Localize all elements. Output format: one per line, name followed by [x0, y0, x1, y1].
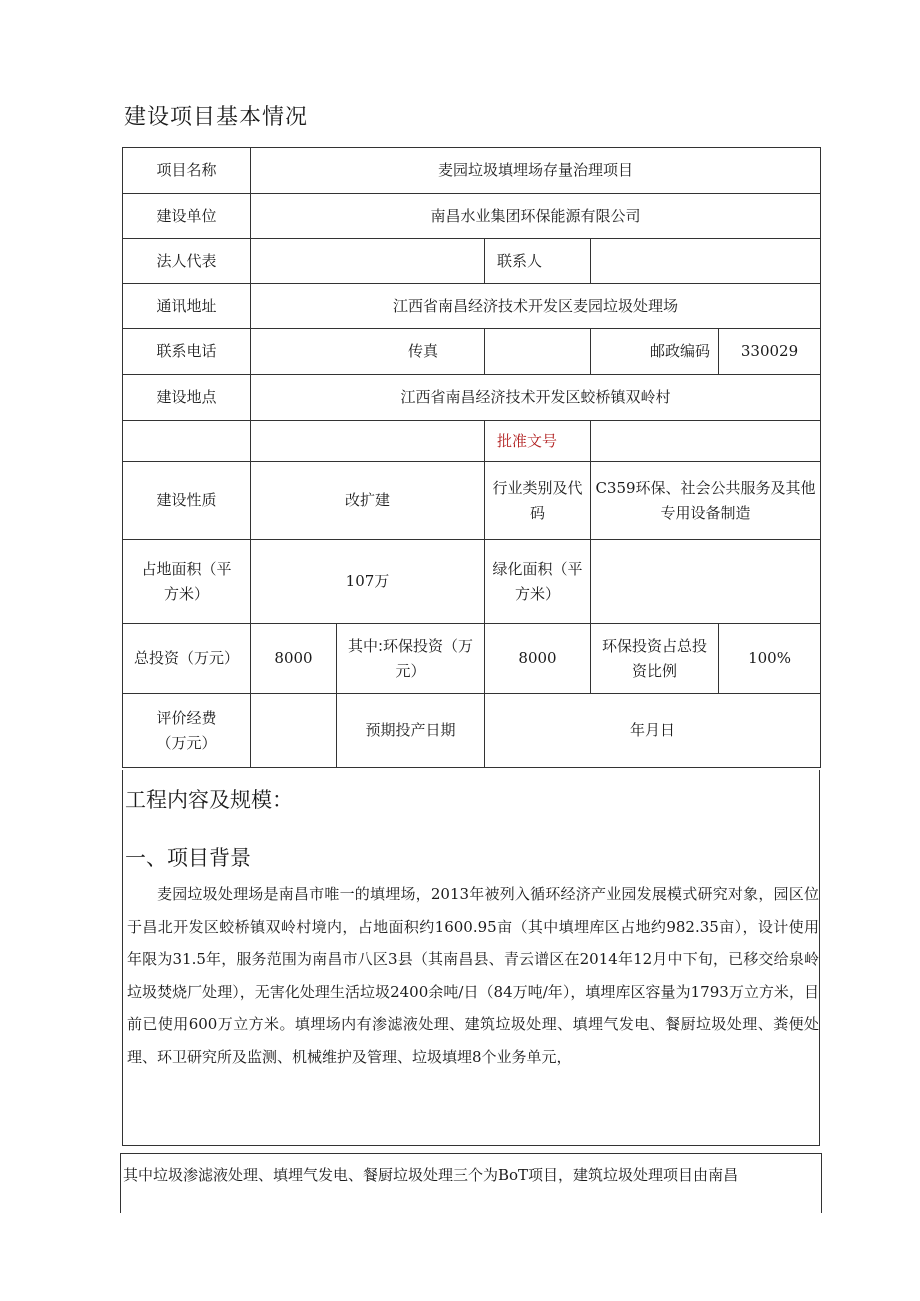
- green-label: 绿化面积（平方米）: [485, 540, 591, 624]
- project-name-value: 麦园垃圾填埋场存量治理项目: [251, 148, 821, 194]
- continued-paragraph: 其中垃圾渗滤液处理、填埋气发电、餐厨垃圾处理三个为BoT项目，建筑垃圾处理项目由南昌: [123, 1166, 739, 1184]
- row-approval: [123, 421, 821, 462]
- postcode-value: 330029: [719, 329, 821, 375]
- content-heading: 工程内容及规模：: [125, 788, 293, 812]
- row-phone: [123, 329, 821, 375]
- ratio-label: 环保投资占总投资比例: [591, 624, 719, 694]
- project-info-table: [122, 147, 821, 768]
- area-value: 107万: [251, 540, 485, 624]
- postcode-label: 邮政编码: [591, 329, 719, 375]
- contact-label: 联系人: [485, 239, 591, 284]
- row-legal-rep: [123, 239, 821, 284]
- ratio-value: 100%: [719, 624, 821, 694]
- legal-rep-value: [251, 239, 485, 284]
- address-value: 江西省南昌经济技术开发区麦园垃圾处理场: [251, 284, 821, 329]
- fax-value: [485, 329, 591, 375]
- nature-value: 改扩建: [251, 462, 485, 540]
- row-eval-fee: [123, 694, 821, 768]
- area-label: 占地面积（平方米）: [123, 540, 251, 624]
- location-value: 江西省南昌经济技术开发区蛟桥镇双岭村: [251, 375, 821, 421]
- start-date-label: 预期投产日期: [337, 694, 485, 768]
- approval-empty-left: [123, 421, 251, 462]
- invest-label: 总投资（万元）: [123, 624, 251, 694]
- project-content-section: [122, 770, 820, 1146]
- fax-label: 传真: [251, 329, 485, 375]
- invest-value: 8000: [251, 624, 337, 694]
- approval-value: [591, 421, 821, 462]
- industry-label: 行业类别及代码: [485, 462, 591, 540]
- legal-rep-label: 法人代表: [123, 239, 251, 284]
- phone-label: 联系电话: [123, 329, 251, 375]
- row-address: [123, 284, 821, 329]
- row-nature: [123, 462, 821, 540]
- background-paragraph: 麦园垃圾处理场是南昌市唯一的填埋场，2013年被列入循环经济产业园发展模式研究对象，园区位于昌北开发区蛟桥镇双岭村境内，占地面积约1600.95亩（其中填埋库区占地约982.35亩），设计使用年限为31.5年，服务范围为南昌市八区3县（其南昌县、青云谱区在2014年12月中下旬，已移交给泉岭垃圾焚烧厂处理），无害化处理生活垃圾2400余吨/日（84万吨/年），填埋库区容量为1793万立方米，目前已使用600万立方米。填埋场内有渗滤液处理、建筑垃圾处理、填埋气发电、餐厨垃圾处理、粪便处理、环卫研究所及监测、机械维护及管理、垃圾填埋8个业务单元，: [127, 885, 819, 1066]
- row-location: [123, 375, 821, 421]
- env-invest-value: 8000: [485, 624, 591, 694]
- row-area: [123, 540, 821, 624]
- eval-fee-value: [251, 694, 337, 768]
- location-label: 建设地点: [123, 375, 251, 421]
- industry-value: C359环保、社会公共服务及其他专用设备制造: [591, 462, 821, 540]
- row-invest: [123, 624, 821, 694]
- address-label: 通讯地址: [123, 284, 251, 329]
- row-builder: [123, 194, 821, 239]
- section-background-heading: 一、项目背景: [125, 846, 251, 870]
- nature-label: 建设性质: [123, 462, 251, 540]
- project-name-label: 项目名称: [123, 148, 251, 194]
- row-project-name: [123, 148, 821, 194]
- contact-value: [591, 239, 821, 284]
- approval-empty-mid: [251, 421, 485, 462]
- green-value: [591, 540, 821, 624]
- start-date-value: 年月日: [485, 694, 821, 768]
- builder-value: 南昌水业集团环保能源有限公司: [251, 194, 821, 239]
- eval-fee-label: 评价经费（万元）: [123, 694, 251, 768]
- env-invest-label: 其中:环保投资（万元）: [337, 624, 485, 694]
- builder-label: 建设单位: [123, 194, 251, 239]
- approval-label: 批准文号: [485, 421, 591, 462]
- page-title: 建设项目基本情况: [124, 105, 309, 130]
- continued-content-box: [120, 1153, 822, 1213]
